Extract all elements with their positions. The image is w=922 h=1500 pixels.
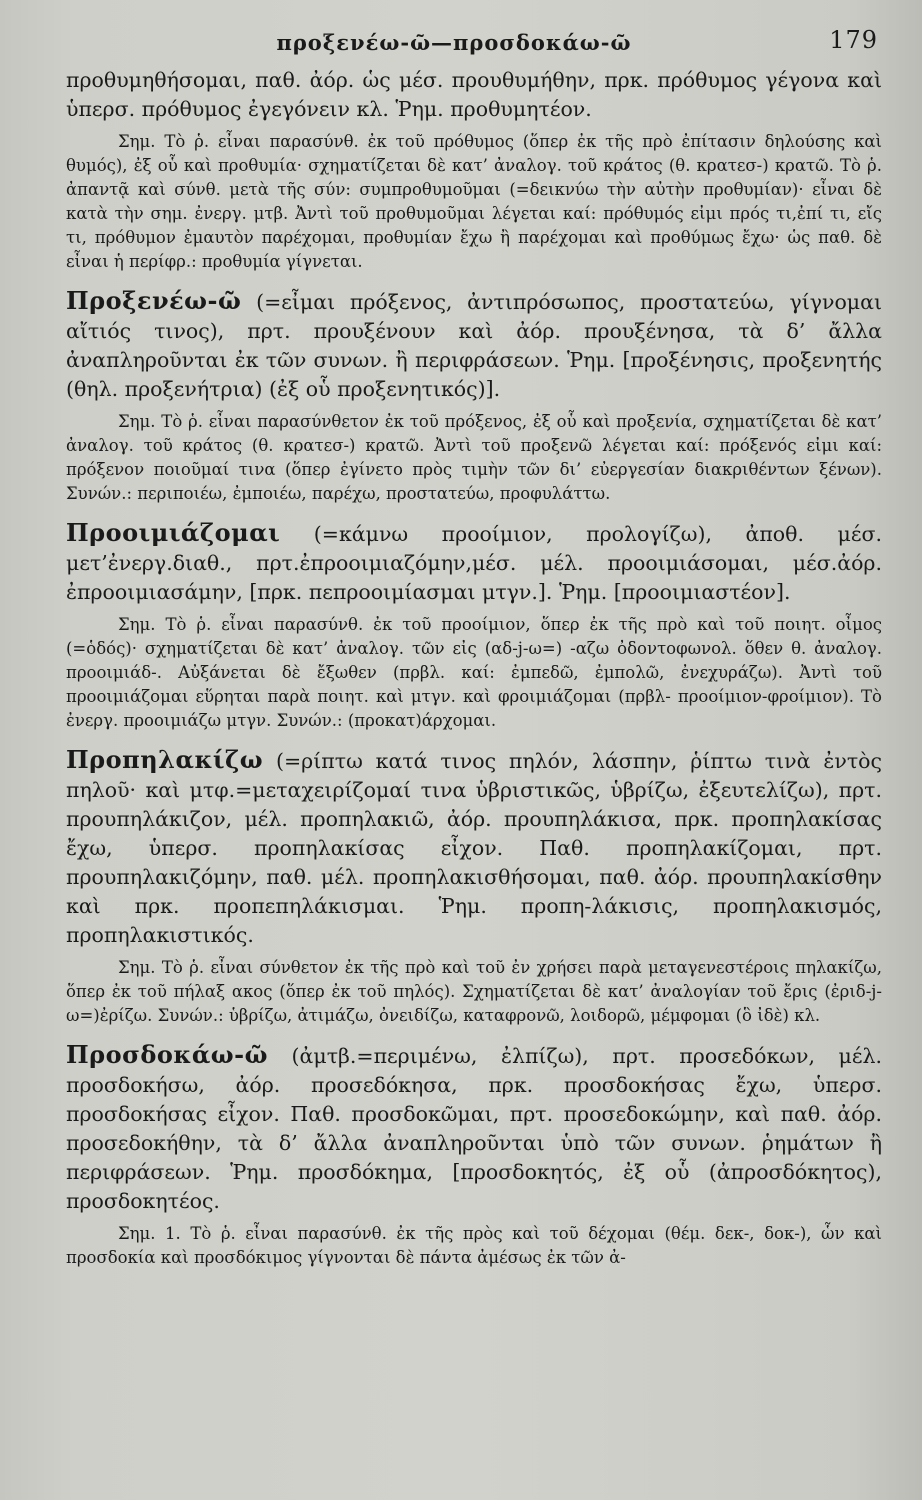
page-number: 179 — [829, 26, 878, 54]
entry-note — [66, 956, 882, 1028]
entry-note — [66, 410, 882, 506]
note-text: Σημ. Τὸ ῥ. εἶναι παρασύνθ. ἐκ τοῦ πρόθυμος (ὅπερ ἐκ τῆς πρὸ ἐπίτασιν δηλούσης καὶ θυμός), ἐξ οὗ καὶ προθυμία· σχηματίζεται δὲ κατ’ ἀναλογ. τοῦ κράτος (θ. κρατεσ-) κρατῶ. Τὸ ῥ. ἀπαντᾷ καὶ σύνθ. μετὰ τῆς σύν: συμπροθυμοῦμαι (=δεικνύω τὴν αὐτὴν προθυμίαν)· εἶναι δὲ κατὰ τὴν σημ. ἐνεργ. μτβ. Ἀντὶ τοῦ προθυμοῦμαι λέγεται καί: πρόθυμός εἰμι πρός τι,ἐπί τι, εἴς τι, πρόθυμον ἐμαυτὸν παρέχομαι, προθυμίαν ἔχω ἢ παρέχομαι καὶ προθύμως ἔχω· ὡς παθ. δὲ εἶναι ἡ περίφρ.: προθυμία γίγνεται. — [66, 132, 882, 271]
entry-lemma: Προοιμιάζομαι — [66, 518, 281, 547]
note-text: Σημ. 1. Τὸ ῥ. εἶναι παρασύνθ. ἐκ τῆς πρὸς καὶ τοῦ δέχομαι (θέμ. δεκ-, δοκ-), ὧν καὶ προσδοκία καὶ προσδόκιμος γίγνονται δὲ πάντα ἀμέσως ἐκ τῶν ἀ- — [66, 1224, 882, 1267]
entry-text: προθυμηθήσομαι, παθ. ἀόρ. ὡς μέσ. προυθυμήθην, πρκ. πρόθυμος γέγονα καὶ ὑπερσ. πρόθυμος ἐγεγόνειν κλ. Ῥημ. προθυμητέον. — [66, 68, 882, 121]
entry-propelakizo — [66, 745, 882, 950]
entry-prosdokao — [66, 1040, 882, 1216]
note-text: Σημ. Τὸ ῥ. εἶναι παρασύνθετον ἐκ τοῦ πρόξενος, ἐξ οὗ καὶ προξενία, σχηματίζεται δὲ κατ’ ἀναλογ. τοῦ κράτος (θ. κρατεσ-) κρατῶ. Ἀντὶ τοῦ προξενῶ λέγεται καί: πρόξενός εἰμι καί: πρόξενον ποιοῦμαί τινα (ὅπερ ἐγίνετο πρὸς τιμὴν τῶν δι’ εὐεργεσίαν διακριθέντων ξένων). Συνών.: περιποιέω, ἐμποιέω, παρέχω, προστατεύω, προφυλάττω. — [66, 412, 882, 503]
entry-note — [66, 1222, 882, 1270]
entry-text: (=κάμνω προοίμιον, προλογίζω), ἀποθ. μέσ. μετ’ἐνεργ.διαθ., πρτ.ἐπροοιμιαζόμην,μέσ. μέλ. προοιμιάσομαι, μέσ.ἀόρ. ἐπροοιμιασάμην, [πρκ. πεπροοιμίασμαι μτγν.]. Ῥημ. [προοιμιαστέον]. — [66, 522, 882, 604]
entry-text: (=εἶμαι πρόξενος, ἀντιπρόσωπος, προστατεύω, γίγνομαι αἴτιός τινος), πρτ. προυξένουν καὶ ἀόρ. προυξένησα, τὰ δ’ ἄλλα ἀναπληροῦνται ἐκ τῶν συνων. ἢ περιφράσεων. Ῥημ. [προξένησις, προξενητής (θηλ. προξενήτρια) (ἐξ οὗ προξενητικός)]. — [66, 290, 882, 401]
entry-text: (ἀμτβ.=περιμένω, ἐλπίζω), πρτ. προσεδόκων, μέλ. προσδοκήσω, ἀόρ. προσεδόκησα, πρκ. προσδοκήσας ἔχω, ὑπερσ. προσδοκήσας εἶχον. Παθ. προσδοκῶμαι, πρτ. προσεδοκώμην, καὶ παθ. ἀόρ. προσεδοκήθην, τὰ δ’ ἄλλα ἀναπληροῦνται ὑπὸ τῶν συνων. ῥημάτων ἢ περιφράσεων. Ῥημ. προσδόκημα, [προσδοκητός, ἐξ οὗ (ἀπροσδόκητος), προσδοκητέος. — [66, 1044, 882, 1213]
entry-proxeneo — [66, 286, 882, 404]
entry-lemma: Προξενέω-ῶ — [66, 286, 242, 315]
entry-note — [66, 613, 882, 733]
note-text: Σημ. Τὸ ῥ. εἶναι σύνθετον ἐκ τῆς πρὸ καὶ τοῦ ἐν χρήσει παρὰ μεταγενεστέροις πηλακίζω, ὅπερ ἐκ τοῦ πήλαξ ακος (ὅπερ ἐκ τοῦ πηλός). Σχηματίζεται δὲ κατ’ ἀναλογίαν τοῦ ἔρις (ἐριδ-j-ω=)ἐρίζω. Συνών.: ὑβρίζω, ἀτιμάζω, ὀνειδίζω, καταφρονῶ, λοιδορῶ, μέμφομαι (ὃ ἰδὲ) κλ. — [66, 958, 882, 1025]
entry-continuation — [66, 66, 882, 124]
entry-lemma: Προσδοκάω-ῶ — [66, 1040, 268, 1069]
entry-note — [66, 130, 882, 274]
running-title: προξενέω-ῶ—προσδοκάω-ῶ — [276, 30, 632, 55]
entry-prooimiazomai — [66, 518, 882, 607]
entry-lemma: Προπηλακίζω — [66, 745, 264, 774]
entry-text: (=ρίπτω κατά τινος πηλόν, λάσπην, ῥίπτω τινὰ ἐντὸς πηλοῦ· καὶ μτφ.=μεταχειρίζομαί τινα ὑβριστικῶς, ὑβρίζω, ἐξευτελίζω), πρτ. προυπηλάκιζον, μέλ. προπηλακιῶ, ἀόρ. προυπηλάκισα, πρκ. προπηλακίσας ἔχω, ὑπερσ. προπηλακίσας εἶχον. Παθ. προπηλακίζομαι, πρτ. προυπηλακιζόμην, παθ. μέλ. προπηλακισθήσομαι, παθ. ἀόρ. προυπηλακίσθην καὶ πρκ. προπεπηλάκισμαι. Ῥημ. προπη-λάκισις, προπηλακισμός, προπηλακιστικός. — [66, 749, 882, 947]
page-header — [66, 22, 882, 66]
note-text: Σημ. Τὸ ῥ. εἶναι παρασύνθ. ἐκ τοῦ προοίμιον, ὅπερ ἐκ τῆς πρὸ καὶ τοῦ ποιητ. οἶμος (=ὁδός)· σχηματίζεται δὲ κατ’ ἀναλογ. τῶν εἰς (αδ-j-ω=) -αζω ὀδοντοφωνολ. ὅθεν θ. ἀναλογ. προοιμιάδ-. Αὐξάνεται δὲ ἔξωθεν (πρβλ. καί: ἐμπεδῶ, ἐμπολῶ, ἐνεχυράζω). Ἀντὶ τοῦ προοιμιάζομαι εὕρηται παρὰ ποιητ. καὶ μτγν. καὶ φροιμιάζομαι (πρβλ- προοίμιον-φροίμιον). Τὸ ἐνεργ. προοιμιάζω μτγν. Συνών.: (προκατ)άρχομαι. — [66, 615, 882, 730]
